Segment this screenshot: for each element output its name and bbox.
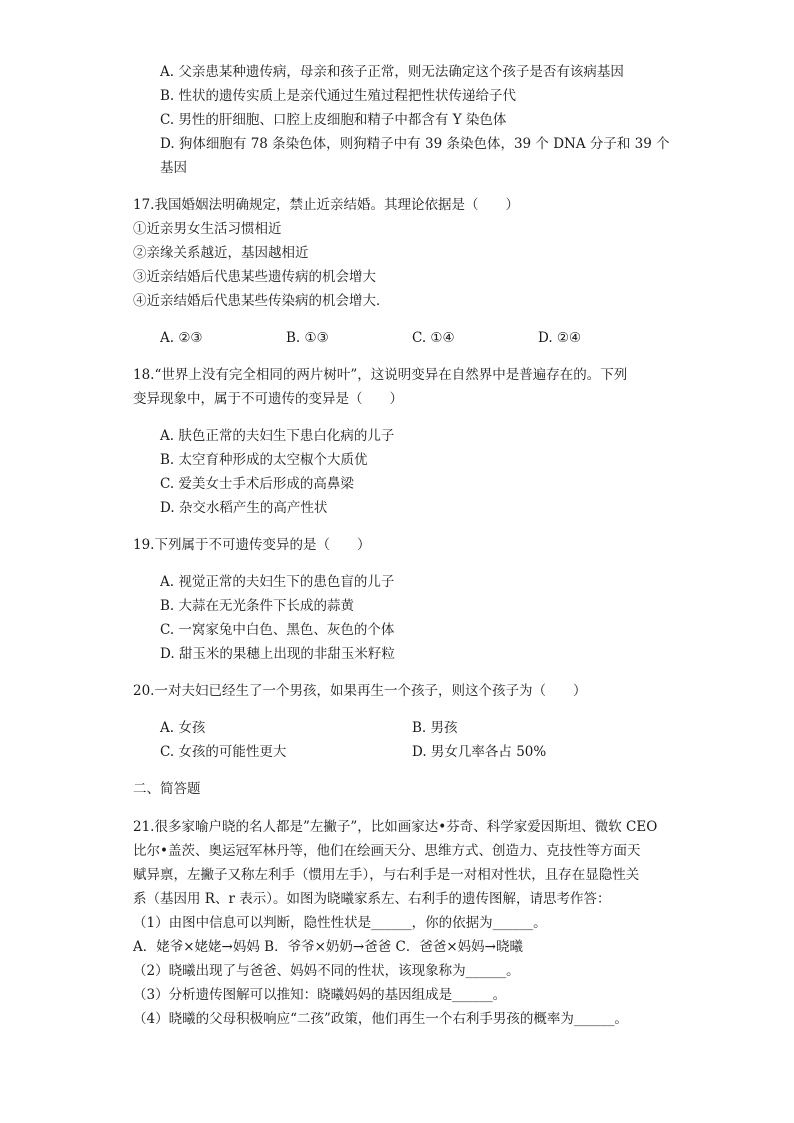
q17-item-3: ③近亲结婚后代患某些遗传病的机会增大 <box>133 269 376 285</box>
q21-sub-1: （1）由图中信息可以判断，隐性性状是______，你的依据为______。 <box>133 915 547 931</box>
q21-line-4: 系（基因用 R、r 表示）。如图为晓曦家系左、右利手的遗传图解，请思考作答： <box>133 891 611 907</box>
q17-stem: 17.我国婚姻法明确规定，禁止近亲结婚。其理论依据是（ ） <box>133 197 519 213</box>
q21-sub-3: （3）分析遗传图解可以推知：晓曦妈妈的基因组成是______。 <box>133 987 507 1003</box>
q17-item-4: ④近亲结婚后代患某些传染病的机会增大． <box>133 293 390 309</box>
q20-option-c: C. 女孩的可能性更大 <box>160 744 287 760</box>
q18-option-d: D. 杂交水稻产生的高产性状 <box>160 500 328 516</box>
q18-option-a: A. 肤色正常的夫妇生下患白化病的儿子 <box>160 428 395 444</box>
q19-option-c: C. 一窝家兔中白色、黑色、灰色的个体 <box>160 622 395 638</box>
q21-sub-4: （4）晓曦的父母积极响应“二孩”政策，他们再生一个右利手男孩的概率为______。 <box>133 1011 628 1027</box>
q18-stem-line-1: 18.“世界上没有完全相同的两片树叶”，这说明变异在自然界中是普遍存在的。下列 <box>133 367 628 383</box>
q18-option-b: B. 太空育种形成的太空椒个大质优 <box>160 452 368 468</box>
q17-option-c: C. ①④ <box>412 330 455 346</box>
q21-line-2: 比尔•盖茨、奥运冠军林丹等，他们在绘画天分、思维方式、创造力、克技性等方面天 <box>133 843 641 859</box>
q17-option-b: B. ①③ <box>286 330 329 346</box>
q19-stem: 19.下列属于不可遗传变异的是（ ） <box>133 537 371 553</box>
q20-stem: 20.一对夫妇已经生了一个男孩，如果再生一个孩子，则这个孩子为（ ） <box>133 683 587 699</box>
q21-line-1: 21.很多家喻户晓的名人都是”左撇子”，比如画家达•芬奇、科学家爱因斯坦、微软 CEO <box>133 819 658 835</box>
q20-option-a: A. 女孩 <box>160 720 206 736</box>
q21-sub-1-choices: A．姥爷×姥姥→妈妈 B．爷爷×奶奶→爸爸 C．爸爸×妈妈→晓曦 <box>133 939 523 955</box>
q17-option-d: D. ②④ <box>538 330 582 346</box>
q20-option-d: D. 男女几率各占 50% <box>412 744 547 760</box>
q17-item-1: ①近亲男女生活习惯相近 <box>133 221 282 237</box>
q21-line-3: 赋异禀，左撇子又称左利手（惯用左手），与右利手是一对相对性状，且存在显隐性关 <box>133 867 640 883</box>
q17-item-2: ②亲缘关系越近，基因越相近 <box>133 245 309 261</box>
q18-stem-line-2: 变异现象中，属于不可遗传的变异是（ ） <box>133 391 403 407</box>
q17-option-a: A. ②③ <box>160 330 203 346</box>
section-title: 二、简答题 <box>133 781 201 797</box>
q16-option-d-continued: 基因 <box>160 160 187 176</box>
q21-sub-2: （2）晓曦出现了与爸爸、妈妈不同的性状，该现象称为______。 <box>133 963 520 979</box>
q18-option-c: C. 爱美女士手术后形成的高鼻梁 <box>160 476 354 492</box>
q16-option-c: C. 男性的肝细胞、口腔上皮细胞和精子中都含有 Y 染色体 <box>160 112 507 128</box>
q16-option-d: D. 狗体细胞有 78 条染色体，则狗精子中有 39 条染色体，39 个 DNA 分子和 39 个 <box>160 136 670 152</box>
q19-option-a: A. 视觉正常的夫妇生下的患色盲的儿子 <box>160 574 395 590</box>
q16-option-b: B. 性状的遗传实质上是亲代通过生殖过程把性状传递给子代 <box>160 88 517 104</box>
q16-option-a: A. 父亲患某种遗传病，母亲和孩子正常，则无法确定这个孩子是否有该病基因 <box>160 64 624 80</box>
q19-option-b: B. 大蒜在无光条件下长成的蒜黄 <box>160 598 355 614</box>
q20-option-b: B. 男孩 <box>412 720 458 736</box>
q19-option-d: D. 甜玉米的果穗上出现的非甜玉米籽粒 <box>160 646 395 662</box>
